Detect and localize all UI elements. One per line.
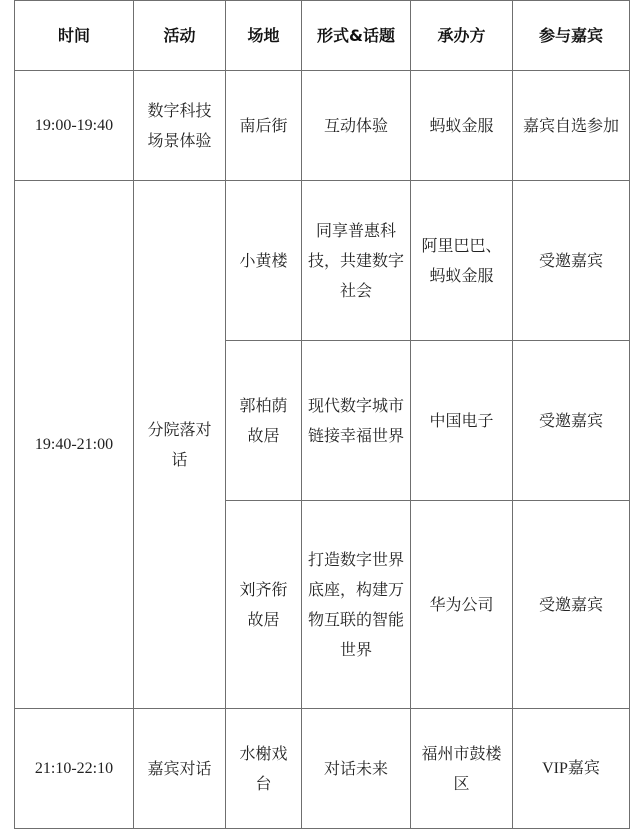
time-cell: 21:10-22:10 [15,709,134,829]
topic-cell: 对话未来 [302,709,411,829]
organizer-cell: 蚂蚁金服 [411,71,513,181]
organizer-cell: 华为公司 [411,501,513,709]
table-row [15,709,630,829]
guests-cell: 受邀嘉宾 [513,341,630,501]
guests-cell: 嘉宾自选参加 [513,71,630,181]
guests-cell: 受邀嘉宾 [513,181,630,341]
venue-cell: 南后街 [226,71,302,181]
header-time: 时间 [15,1,134,71]
schedule-table [14,0,630,829]
venue-cell: 水榭戏台 [226,709,302,829]
venue-cell: 小黄楼 [226,181,302,341]
topic-cell: 互动体验 [302,71,411,181]
venue-cell: 郭柏荫故居 [226,341,302,501]
guests-cell: VIP嘉宾 [513,709,630,829]
organizer-cell: 福州市鼓楼区 [411,709,513,829]
organizer-cell: 中国电子 [411,341,513,501]
header-organizer: 承办方 [411,1,513,71]
header-topic: 形式&话题 [302,1,411,71]
table-row [15,181,630,341]
time-cell: 19:40-21:00 [15,181,134,709]
activity-cell: 分院落对话 [134,181,226,709]
guests-cell: 受邀嘉宾 [513,501,630,709]
activity-cell: 嘉宾对话 [134,709,226,829]
activity-cell: 数字科技场景体验 [134,71,226,181]
topic-cell: 现代数字城市 链接幸福世界 [302,341,411,501]
topic-cell: 打造数字世界底座，构建万物互联的智能世界 [302,501,411,709]
topic-cell: 同享普惠科技，共建数字社会 [302,181,411,341]
table-header-row [15,1,630,71]
header-guests: 参与嘉宾 [513,1,630,71]
time-cell: 19:00-19:40 [15,71,134,181]
header-venue: 场地 [226,1,302,71]
table-row [15,71,630,181]
header-activity: 活动 [134,1,226,71]
venue-cell: 刘齐衔故居 [226,501,302,709]
organizer-cell: 阿里巴巴、蚂蚁金服 [411,181,513,341]
